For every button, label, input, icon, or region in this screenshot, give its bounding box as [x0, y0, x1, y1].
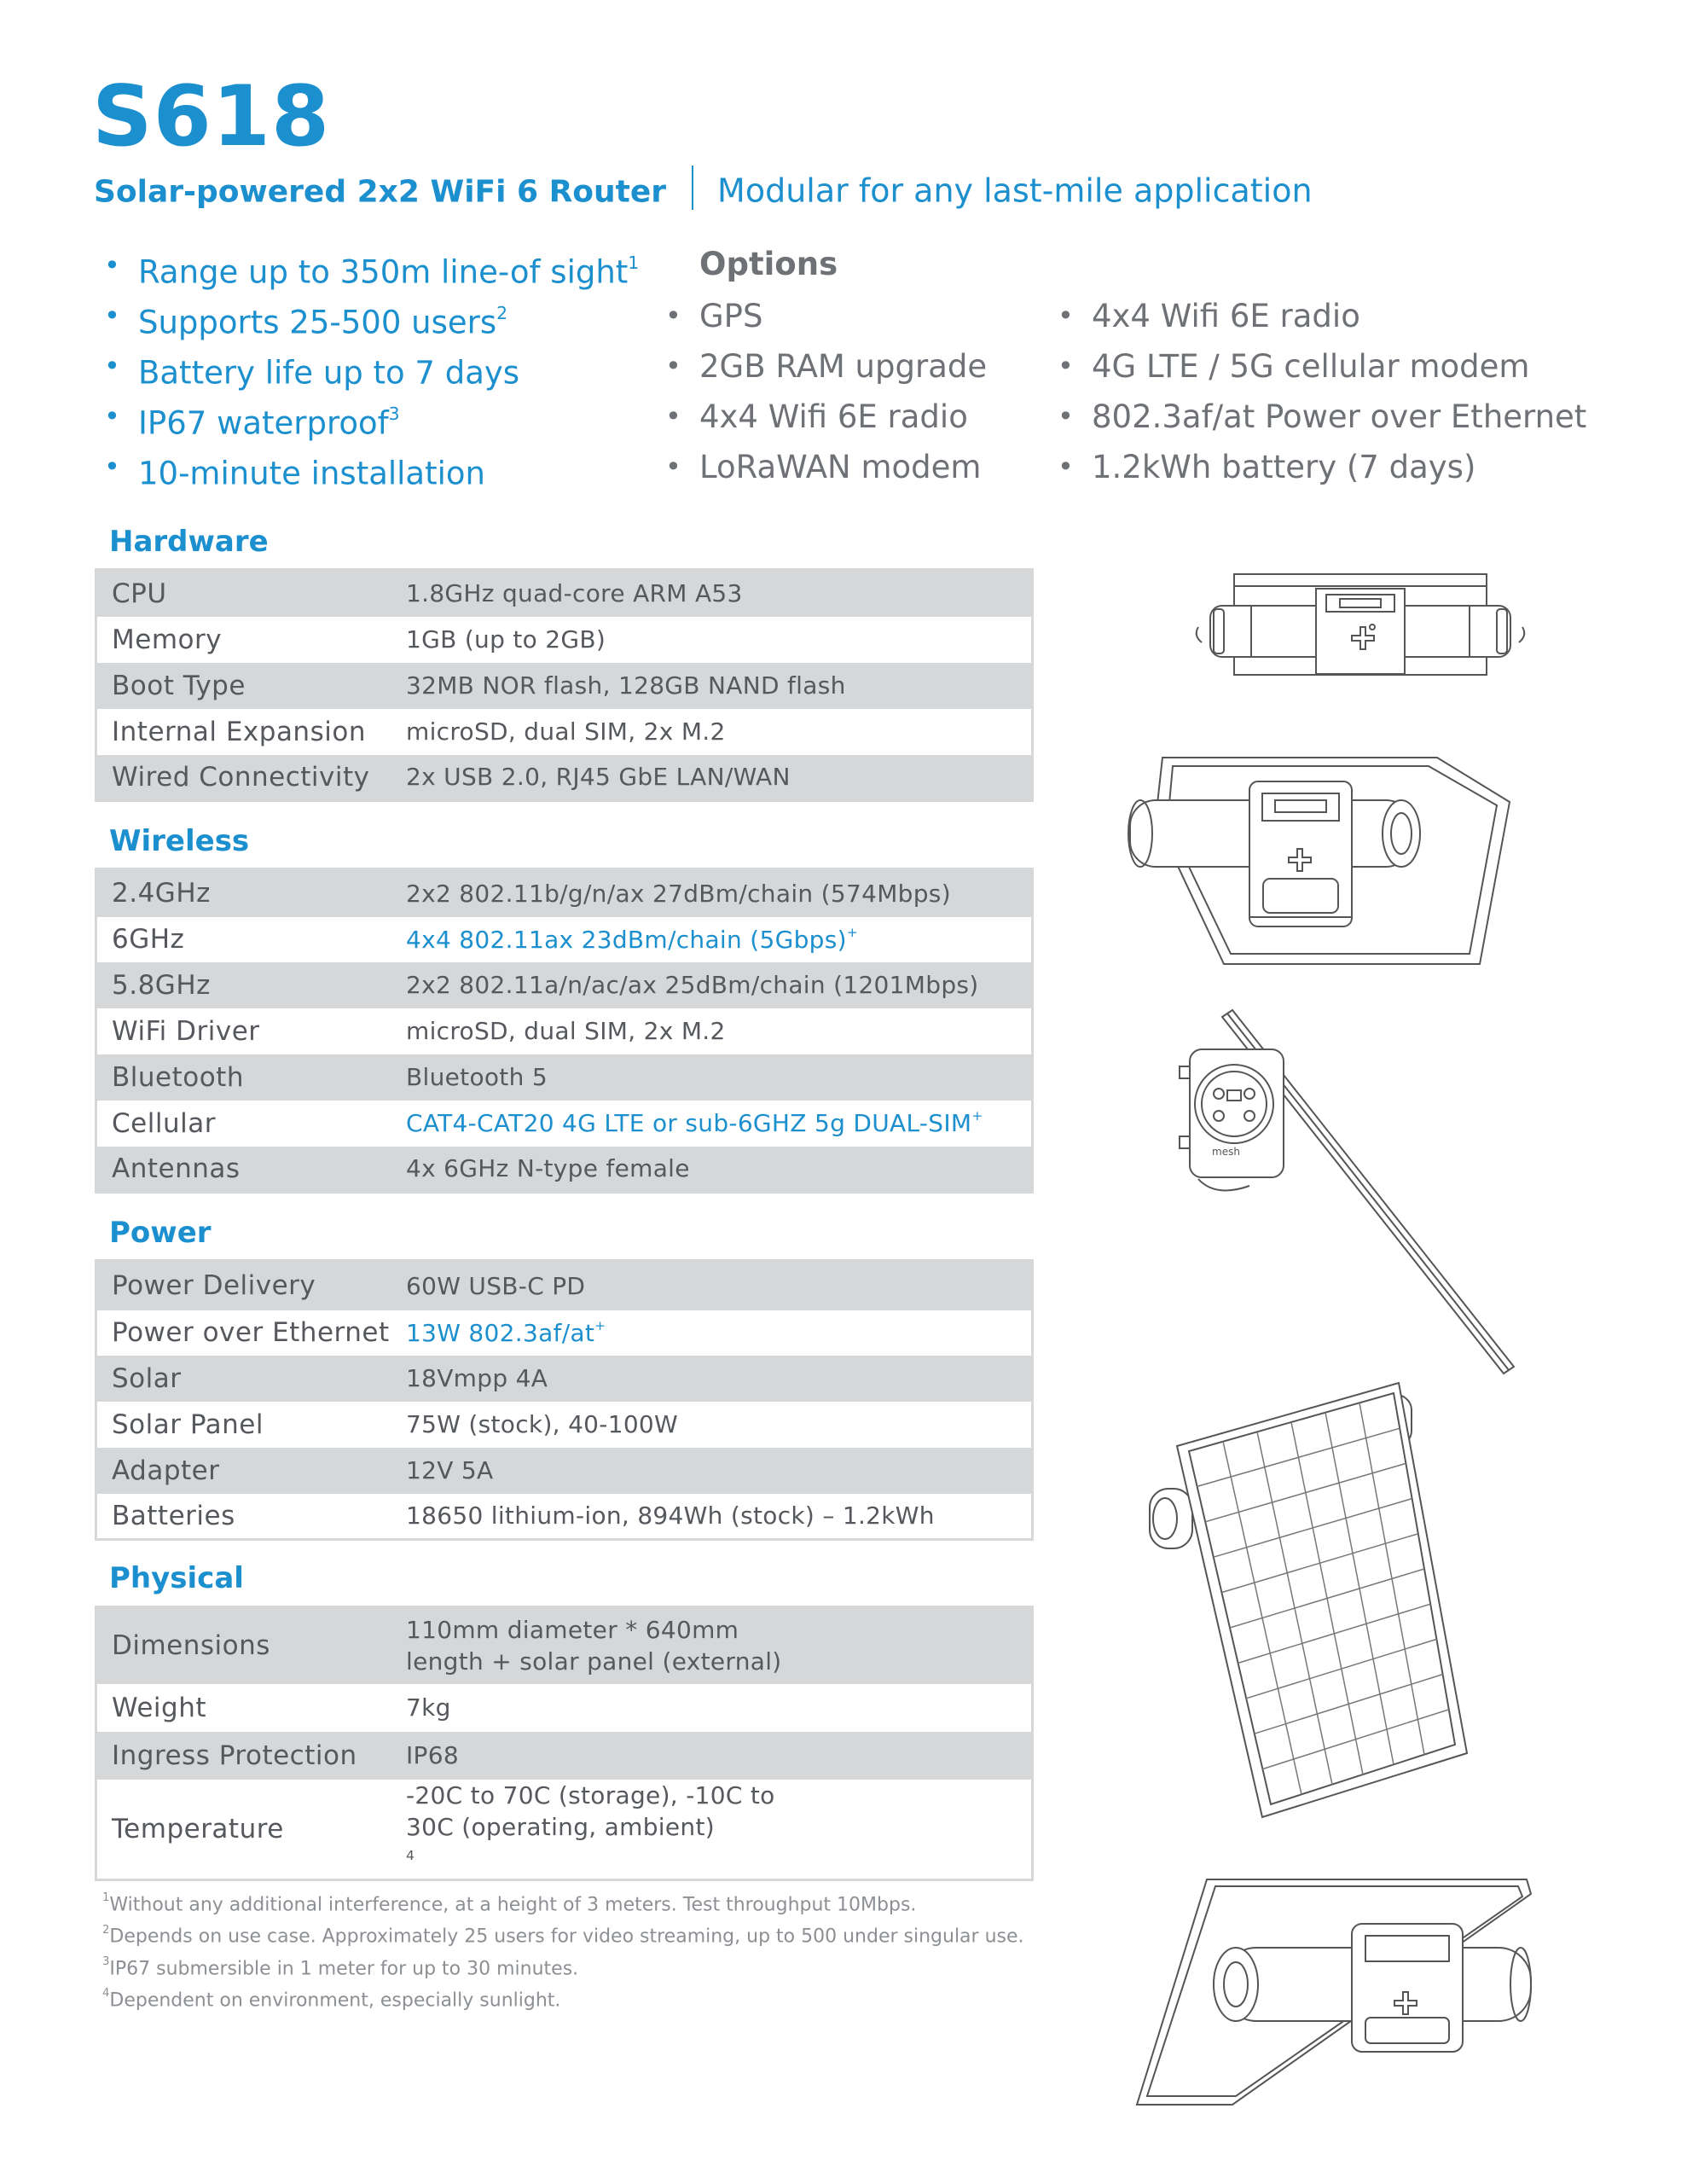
- table-row: [96, 1448, 1033, 1494]
- table-row: [96, 709, 1033, 755]
- spec-label: Wired Connectivity: [112, 761, 370, 793]
- subtitle-divider: [692, 166, 693, 210]
- table-row: [96, 869, 1033, 917]
- spec-label: Power Delivery: [112, 1270, 316, 1302]
- spec-value: 18Vmpp 4A: [406, 1364, 548, 1392]
- spec-label: Antennas: [112, 1153, 241, 1184]
- physical-heading: Physical: [109, 1561, 244, 1595]
- spec-label: CPU: [112, 578, 167, 609]
- table-row: [96, 962, 1033, 1008]
- spec-value: 4x4 802.11ax 23dBm/chain (5Gbps)+: [406, 924, 859, 954]
- table-row: [96, 1494, 1033, 1540]
- spec-label: Dimensions: [112, 1630, 270, 1662]
- spec-label: Boot Type: [112, 670, 246, 701]
- spec-label: Temperature: [112, 1813, 284, 1844]
- product-title: S618: [92, 68, 331, 166]
- spec-value: 110mm diameter * 640mm length + solar panel (external): [406, 1616, 782, 1676]
- footnote: $^2$Depends on use case. Approximately 25 users for video streaming, up to 500 under singular use.: [102, 1923, 1024, 1948]
- spec-value: 18650 lithium-ion, 894Wh (stock) – 1.2kWh: [406, 1502, 935, 1531]
- table-row: [96, 617, 1033, 663]
- physical-table: [95, 1606, 1034, 1881]
- option-item: • 4x4 Wifi 6E radio: [699, 392, 987, 442]
- spec-value: 1.8GHz quad-core ARM A53: [406, 579, 743, 608]
- spec-value: -20C to 70C (storage), -10C to 30C (operating, ambient) $^4$: [406, 1780, 775, 1864]
- hardware-heading: Hardware: [109, 525, 269, 559]
- footnote: $^4$Dependent on environment, especially sunlight.: [102, 1987, 561, 2012]
- footnote: $^1$Without any additional interference, at a height of 3 meters. Test throughput 10Mbps.: [102, 1891, 917, 1916]
- subtitle-row: [94, 171, 1313, 215]
- solar-panel-illustration: [1143, 1378, 1484, 1821]
- subtitle-secondary: Modular for any last-mile application: [717, 171, 1313, 210]
- option-item: • LoRaWAN modem: [699, 442, 987, 492]
- wireless-table: [95, 868, 1034, 1194]
- spec-value: 75W (stock), 40-100W: [406, 1410, 679, 1438]
- table-row: [96, 1402, 1033, 1448]
- spec-value: 1GB (up to 2GB): [406, 625, 606, 653]
- spec-value: 7kg: [406, 1693, 451, 1722]
- option-item: • 802.3af/at Power over Ethernet: [1092, 392, 1586, 442]
- spec-value: 13W 802.3af/at+: [406, 1317, 606, 1347]
- option-item: • 1.2kWh battery (7 days): [1092, 442, 1586, 492]
- hardware-table: [95, 568, 1034, 802]
- spec-value: microSD, dual SIM, 2x M.2: [406, 1017, 726, 1045]
- table-row: [96, 1101, 1033, 1147]
- spec-label: 6GHz: [112, 924, 185, 955]
- spec-label: WiFi Driver: [112, 1015, 260, 1047]
- spec-label: Batteries: [112, 1500, 235, 1531]
- spec-value: 2x2 802.11a/n/ac/ax 25dBm/chain (1201Mbps): [406, 971, 979, 999]
- table-row: [96, 1732, 1033, 1780]
- table-row: [96, 663, 1033, 709]
- table-row: [96, 1054, 1033, 1101]
- device-bottom-angled-illustration: [1130, 1873, 1548, 2111]
- spec-value: Bluetooth 5: [406, 1063, 548, 1091]
- spec-value: microSD, dual SIM, 2x M.2: [406, 717, 726, 746]
- spec-value: 2x USB 2.0, RJ45 GbE LAN/WAN: [406, 763, 791, 792]
- device-angled-view-illustration: [1122, 751, 1522, 973]
- table-row: [96, 917, 1033, 962]
- subtitle-primary: Solar-powered 2x2 WiFi 6 Router: [94, 174, 667, 210]
- options-list-left: [699, 291, 987, 492]
- footnote: $^3$IP67 submersible in 1 meter for up to 30 minutes.: [102, 1955, 579, 1979]
- table-row: [96, 1780, 1033, 1880]
- table-row: [96, 570, 1033, 617]
- power-table: [95, 1259, 1034, 1541]
- device-label: mesh: [1212, 1146, 1240, 1158]
- table-row: [96, 1310, 1033, 1356]
- spec-value: CAT4-CAT20 4G LTE or sub-6GHZ 5g DUAL-SIM+: [406, 1108, 983, 1137]
- spec-label: Weight: [112, 1692, 207, 1723]
- option-item: • 4G LTE / 5G cellular modem: [1092, 341, 1586, 392]
- feature-item: • Supports 25-500 users$^2$: [138, 291, 639, 341]
- spec-label: Cellular: [112, 1107, 216, 1139]
- table-row: [96, 1607, 1033, 1684]
- spec-value: 60W USB-C PD: [406, 1271, 586, 1300]
- feature-list: [138, 241, 639, 492]
- table-row: [96, 1684, 1033, 1732]
- spec-label: 2.4GHz: [112, 878, 211, 909]
- option-item: • GPS: [699, 291, 987, 341]
- feature-item: • 10-minute installation: [138, 442, 639, 492]
- table-row: [96, 1356, 1033, 1402]
- spec-label: Power over Ethernet: [112, 1317, 390, 1348]
- spec-label: Internal Expansion: [112, 716, 366, 747]
- device-side-view-illustration: [1173, 1008, 1531, 1384]
- options-heading: Options: [699, 246, 838, 282]
- spec-label: Solar: [112, 1362, 182, 1394]
- spec-label: Adapter: [112, 1455, 220, 1486]
- feature-item: • IP67 waterproof$^3$: [138, 392, 639, 442]
- device-top-view-illustration: [1190, 567, 1531, 682]
- feature-item: • Range up to 350m line-of sight$^1$: [138, 241, 639, 291]
- options-list-right: [1092, 291, 1586, 492]
- footnotes: [102, 1887, 1024, 2014]
- spec-value: 4x 6GHz N-type female: [406, 1154, 690, 1183]
- feature-item: • Battery life up to 7 days: [138, 341, 639, 392]
- wireless-heading: Wireless: [109, 824, 250, 858]
- table-row: [96, 1008, 1033, 1054]
- spec-label: Ingress Protection: [112, 1740, 357, 1771]
- spec-value: IP68: [406, 1741, 459, 1769]
- table-row: [96, 1147, 1033, 1193]
- spec-label: Memory: [112, 624, 223, 655]
- spec-label: Bluetooth: [112, 1061, 244, 1093]
- option-item: • 2GB RAM upgrade: [699, 341, 987, 392]
- spec-label: 5.8GHz: [112, 969, 211, 1001]
- spec-label: Solar Panel: [112, 1409, 264, 1440]
- spec-value: 2x2 802.11b/g/n/ax 27dBm/chain (574Mbps): [406, 879, 951, 908]
- spec-value: 32MB NOR flash, 128GB NAND flash: [406, 671, 846, 700]
- table-row: [96, 1261, 1033, 1310]
- table-row: [96, 755, 1033, 801]
- option-item: • 4x4 Wifi 6E radio: [1092, 291, 1586, 341]
- power-heading: Power: [109, 1216, 212, 1250]
- spec-value: 12V 5A: [406, 1456, 494, 1484]
